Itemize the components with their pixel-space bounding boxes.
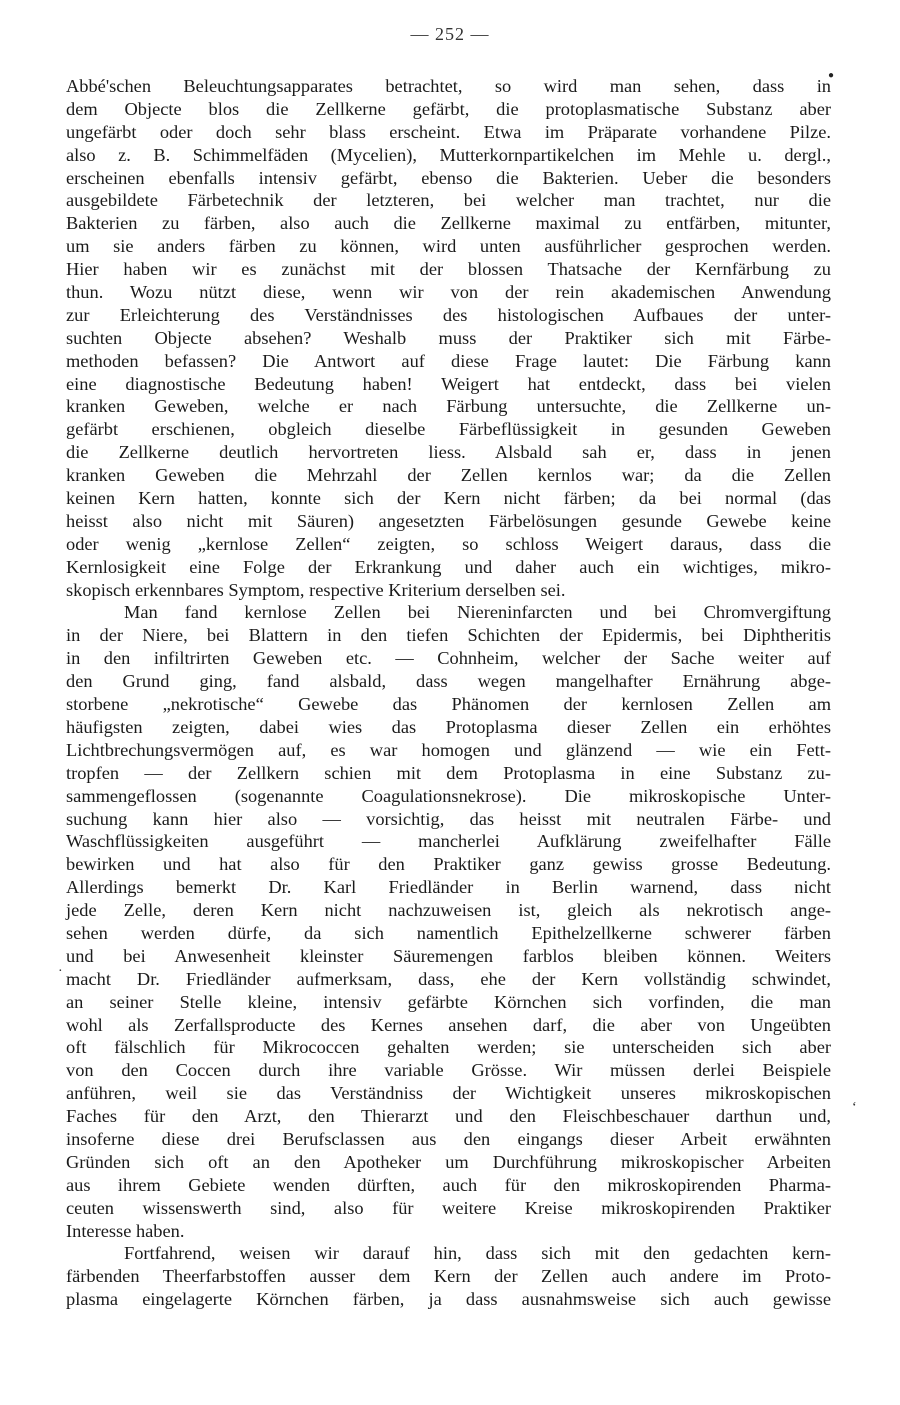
- text-line: heisst also nicht mit Säuren) angesetzten Färbelösungen gesunde Gewebe keine: [66, 510, 831, 531]
- text-line: sehen werden dürfe, da sich namentlich Epithelzellkerne schwerer färben: [66, 922, 831, 943]
- text-line: zur Erleichterung des Verständnisses des histologischen Aufbaues der unter-: [66, 304, 831, 325]
- text-line: Fortfahrend, weisen wir darauf hin, dass sich mit den gedachten kern-: [124, 1243, 831, 1264]
- text-line: färbenden Theerfarbstoffen ausser dem Kern der Zellen auch andere im Proto-: [66, 1266, 831, 1287]
- text-line: methoden befassen? Die Antwort auf diese Frage lautet: Die Färbung kann: [66, 350, 831, 371]
- text-line: Faches für den Arzt, den Thierarzt und den Fleischbeschauer darthun und,: [66, 1106, 831, 1127]
- text-line: in den infiltrirten Geweben etc. — Cohnheim, welcher der Sache weiter auf: [66, 648, 831, 669]
- page-number: — 252 —: [410, 24, 490, 44]
- text-line: den Grund ging, fand alsbald, dass wegen mangelhafter Ernährung abge-: [66, 671, 831, 692]
- paragraph-1: [66, 75, 831, 601]
- text-line: wohl als Zerfallsproducte des Kernes ansehen darf, die aber von Ungeübten: [66, 1014, 831, 1035]
- text-line: jede Zelle, deren Kern nicht nachzuweisen ist, gleich als nekrotisch ange-: [66, 900, 831, 921]
- text-line: ceuten wissenswerth sind, also für weitere Kreise mikroskopirenden Praktiker: [66, 1197, 831, 1218]
- text-line: häufigsten zeigten, dabei wies das Protoplasma dieser Zellen ein erhöhtes: [66, 716, 831, 737]
- text-line: thun. Wozu nützt diese, wenn wir von der rein akademischen Anwendung: [66, 282, 831, 303]
- text-line: macht Dr. Friedländer aufmerksam, dass, ehe der Kern vollständig schwindet,: [66, 968, 831, 989]
- text-line: oft fälschlich für Mikrococcen gehalten werden; sie unterscheiden sich aber: [66, 1037, 831, 1058]
- text-line: Hier haben wir es zunächst mit der blossen Thatsache der Kernfärbung zu: [66, 259, 831, 280]
- text-line: aus ihrem Gebiete wenden dürften, auch für den mikroskopirenden Pharma-: [66, 1174, 831, 1195]
- paragraph-3: [66, 1242, 831, 1311]
- text-line: also z. B. Schimmelfäden (Mycelien), Mutterkornpartikelchen im Mehle u. dergl.,: [66, 144, 831, 165]
- text-line: Gründen sich oft an den Apotheker um Durchführung mikroskopischer Arbeiten: [66, 1151, 831, 1172]
- text-line: bewirken und hat also für den Praktiker ganz gewiss grosse Bedeutung.: [66, 854, 831, 875]
- text-line: um sie anders färben zu können, wird unten ausführlicher gesprochen werden.: [66, 236, 831, 257]
- ink-speck: ·: [58, 964, 63, 979]
- text-line: suchten Objecte absehen? Weshalb muss der Praktiker sich mit Färbe-: [66, 327, 831, 348]
- text-line: Bakterien zu färben, also auch die Zellkerne maximal zu entfärben, mitunter,: [66, 213, 831, 234]
- text-line: an seiner Stelle kleine, intensiv gefärbte Körnchen sich vorfinden, die man: [66, 991, 831, 1012]
- text-line: tropfen — der Zellkern schien mit dem Protoplasma in eine Substanz zu-: [66, 762, 831, 783]
- text-line: Abbé'schen Beleuchtungsapparates betrachtet, so wird man sehen, dass in: [66, 76, 831, 96]
- text-line: erscheinen ebenfalls intensiv gefärbt, ebenso die Bakterien. Ueber die besonders: [66, 167, 831, 188]
- text-line: sammengeflossen (sogenannte Coagulationsnekrose). Die mikroskopische Unter-: [66, 785, 831, 806]
- text-line: ungefärbt oder doch sehr blass erscheint. Etwa im Präparate vorhandene Pilze.: [66, 121, 831, 142]
- text-line: Interesse haben.: [66, 1220, 185, 1241]
- text-line: plasma eingelagerte Körnchen färben, ja dass ausnahmsweise sich auch gewisse: [66, 1289, 831, 1310]
- text-line: suchung kann hier also — vorsichtig, das heisst mit neutralen Färbe- und: [66, 808, 831, 829]
- body-text: [66, 75, 831, 1311]
- text-line: Man fand kernlose Zellen bei Niereninfarcten und bei Chromvergiftung: [124, 602, 831, 623]
- text-line: kranken Geweben, welche er nach Färbung untersuchte, die Zellkerne un-: [66, 396, 831, 417]
- text-line: die Zellkerne deutlich hervortreten liess. Alsbald sah er, dass in jenen: [66, 442, 831, 463]
- text-line: dem Objecte blos die Zellkerne gefärbt, die protoplasmatische Substanz aber: [66, 98, 831, 119]
- text-line: kranken Geweben die Mehrzahl der Zellen kernlos war; da die Zellen: [66, 465, 831, 486]
- text-line: storbene „nekrotische“ Gewebe das Phänomen der kernlosen Zellen am: [66, 694, 831, 715]
- text-line: Lichtbrechungsvermögen auf, es war homogen und glänzend — wie ein Fett-: [66, 739, 831, 760]
- text-line: und bei Anwesenheit kleinster Säuremengen farblos bleiben können. Weiters: [66, 945, 831, 966]
- ink-speck: ●: [828, 70, 835, 81]
- text-line: oder wenig „kernlose Zellen“ zeigten, so schloss Weigert daraus, dass die: [66, 533, 831, 554]
- text-line: skopisch erkennbares Symptom, respective Kriterium derselben sei.: [66, 579, 566, 600]
- text-line: gefärbt erschienen, obgleich dieselbe Färbeflüssigkeit in gesunden Geweben: [66, 419, 831, 440]
- text-line: Allerdings bemerkt Dr. Karl Friedländer in Berlin warnend, dass nicht: [66, 877, 831, 898]
- text-line: in der Niere, bei Blattern in den tiefen Schichten der Epidermis, bei Diphtheritis: [66, 625, 831, 646]
- text-line: Waschflüssigkeiten ausgeführt — mancherlei Aufklärung zweifelhafter Fälle: [66, 831, 831, 852]
- ink-speck: ʻ: [852, 1100, 857, 1115]
- text-line: keinen Kern hatten, konnte sich der Kern nicht färben; da bei normal (das: [66, 488, 831, 509]
- paragraph-2: [66, 601, 831, 1242]
- text-line: insoferne diese drei Berufsclassen aus den eingangs dieser Arbeit erwähnten: [66, 1128, 831, 1149]
- text-line: ausgebildete Färbetechnik der letzteren, bei welcher man trachtet, nur die: [66, 190, 831, 211]
- text-line: anführen, weil sie das Verständniss der Wichtigkeit unseres mikroskopischen: [66, 1083, 831, 1104]
- text-line: von den Coccen durch ihre variable Grösse. Wir müssen derlei Beispiele: [66, 1060, 831, 1081]
- text-line: eine diagnostische Bedeutung haben! Weigert hat entdeckt, dass bei vielen: [66, 373, 831, 394]
- text-line: Kernlosigkeit eine Folge der Erkrankung und daher auch ein wichtiges, mikro-: [66, 556, 831, 577]
